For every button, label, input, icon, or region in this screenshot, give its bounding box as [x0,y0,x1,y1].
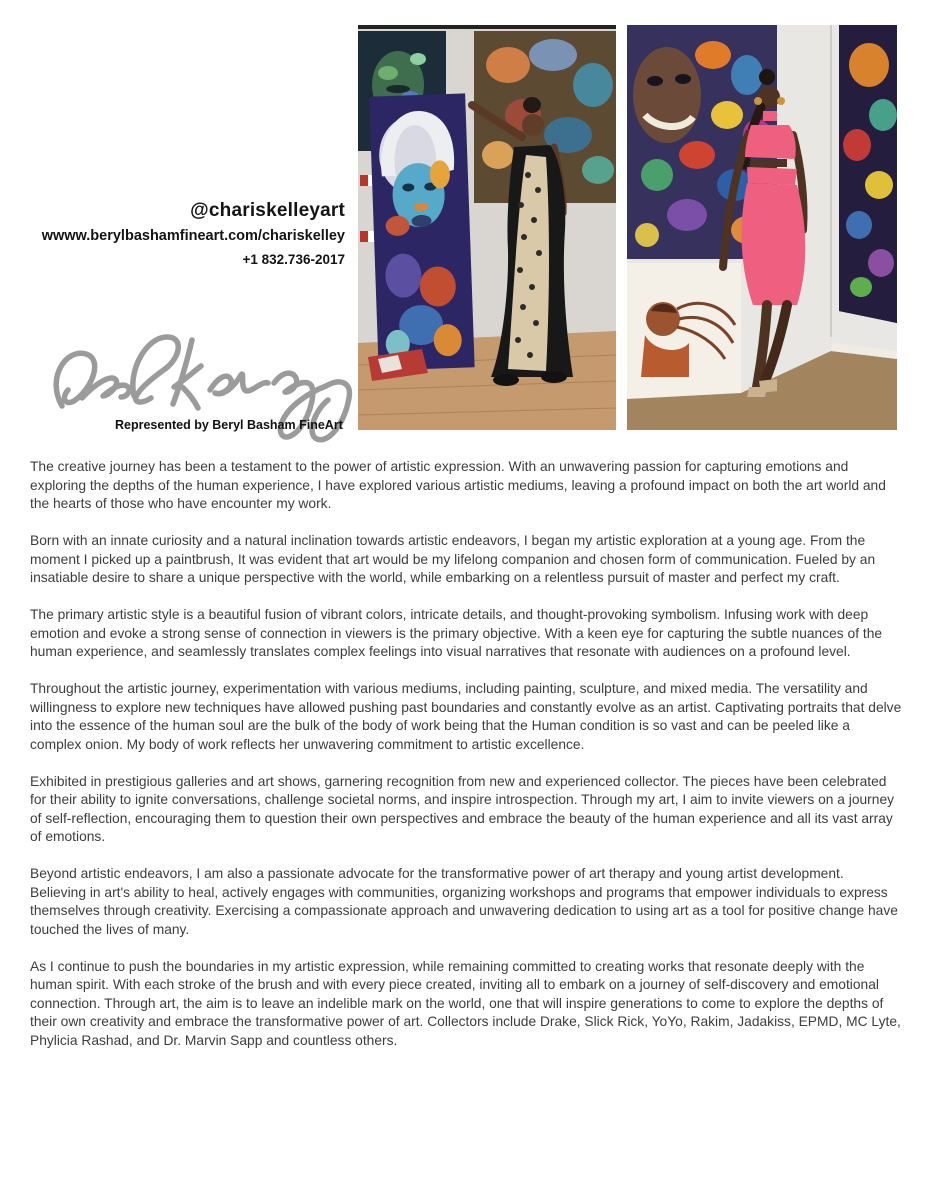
gallery-photo-left [358,25,616,430]
bio-paragraph: The primary artistic style is a beautiful fusion of vibrant colors, intricate details, and thought-provoking symbolism. Infusing work with deep emotion and evoke a strong sense of connection in viewers is the primary objective. With a keen eye for capturing the subtle nuances of the human experience, and seamlessly translates complex feelings into visual narratives that resonate with audiences on a profound level. [30,607,883,659]
bio-paragraph: Beyond artistic endeavors, I am also a passionate advocate for the transformative power of art therapy and young artist development. Believing in art's ability to heal, actively engages with communities, organizing workshops and programs that empower individuals to express themselves through creativity. Exercising a compassionate approach and unwavering dedication to using art as a tool for positive change have touched the lives of many. [30,866,898,937]
painting-right-wall [839,25,897,323]
contact-block [15,200,345,267]
artist-bio-text [30,458,902,1069]
website-url: wwww.berylbashamfineart.com/chariskelley [41,228,345,244]
bio-paragraph: Throughout the artistic journey, experimentation with various mediums, including painting, sculpture, and mixed media. The versatility and willingness to explore new techniques have allowed pushing past boundaries and constantly evolve as an artist. Captivating portraits that delve into the essence of the human soul are the bulk of the body of work being that the Human condition is so vast and can be peeled like a complex onion. My body of work reflects her unwavering commitment to artistic excellence. [30,681,902,752]
bio-paragraph: As I continue to push the boundaries in my artistic expression, while remaining committed to creating works that resonate deeply with the human spirit. With each stroke of the brush and with every piece created, inviting all to embark on a journey of self-discovery and emotional connection. Through art, the aim is to leave an indelible mark on the world, one that will inspire generations to come to explore the depths of their own creativity and embrace the transformative power of art. Collectors include Drake, Slick Rick, YoYo, Rakim, Jadakiss, EPMD, MC Lyte, Phylicia Rashad, and Dr. Marvin Sapp and countless others. [30,958,901,1048]
bio-paragraph: The creative journey has been a testament to the power of artistic expression. With an unwavering passion for capturing emotions and exploring the depths of the human experience, I have explored various artistic mediums, leaving a profound impact on both the art world and the hearts of those who have encounter my work. [30,459,886,511]
bio-paragraph: Born with an innate curiosity and a natural inclination towards artistic endeavors, I began my artistic exploration at a young age. From the moment I picked up a paintbrush, It was evident that art would be my lifelong companion and chosen form of communication. Fueled by an insatiable desire to share a unique perspective with the world, while embarking on a relentless pursuit of master and perfect my craft. [30,533,876,585]
instagram-handle: @chariskelleyart [190,200,345,221]
painting-portrait-braids [627,263,741,399]
painting-leaning-portrait [369,93,475,370]
phone-number: +1 832.736-2017 [242,252,345,267]
gallery-photo-right-illustration [627,25,897,430]
bio-paragraph: Exhibited in prestigious galleries and art shows, garnering recognition from new and experienced collector. The pieces have been celebrated for their ability to ignite conversations, challenge societal norms, and inspire introspection. Through my art, I aim to invite viewers on a journey of self-reflection, encouraging them to question their own perspectives and embrace the beauty of the human experience and all its vast array of emotions. [30,773,895,844]
gallery-photo-left-illustration [358,25,616,430]
representation-caption: Represented by Beryl Basham FineArt [115,418,343,432]
gallery-photo-right [627,25,897,430]
